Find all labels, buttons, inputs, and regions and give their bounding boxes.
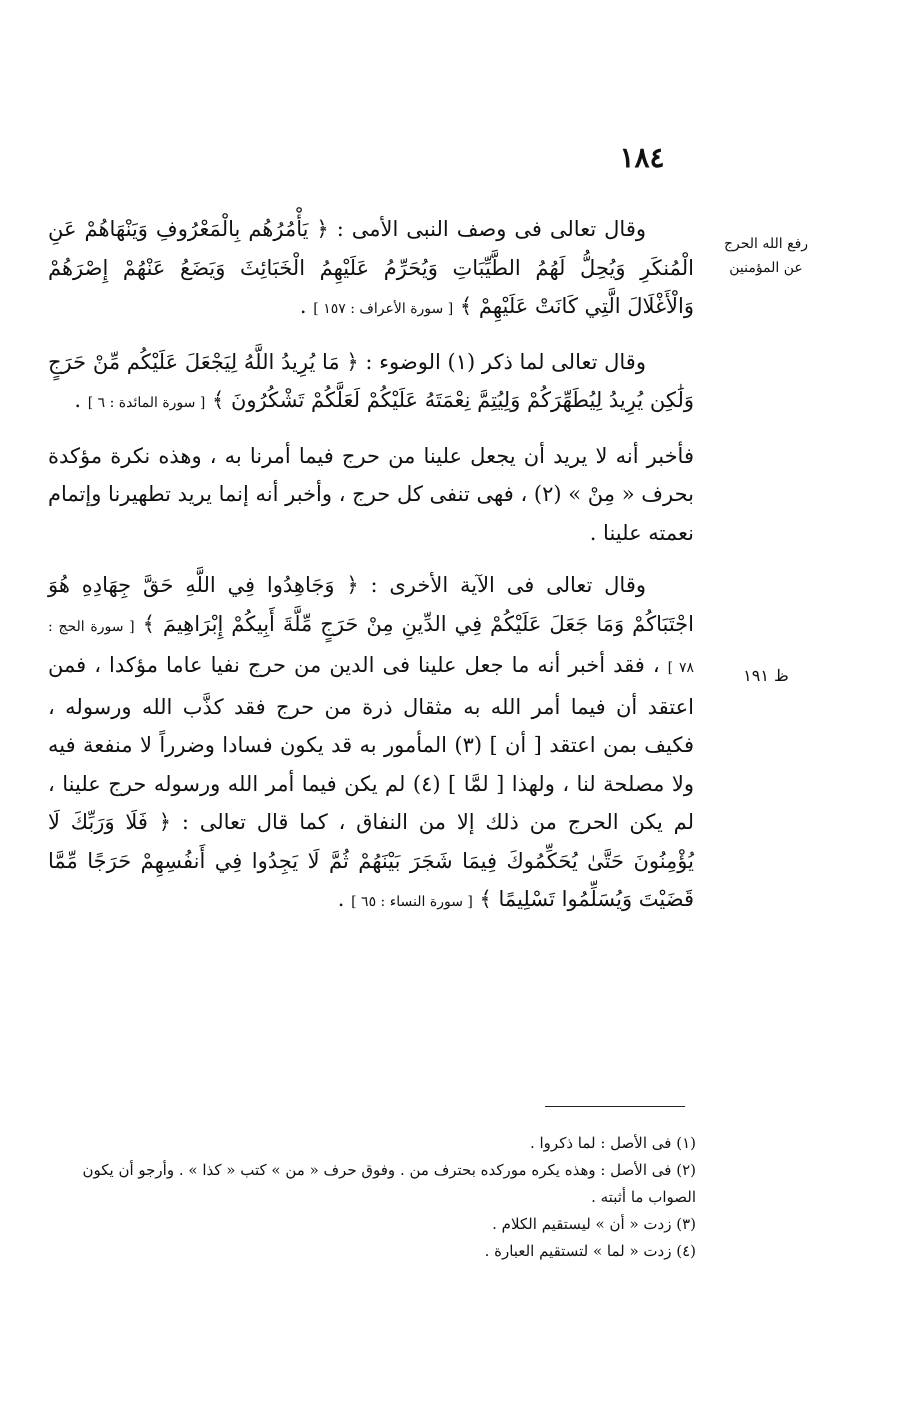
main-text xyxy=(48,210,694,936)
footnote-1: (١) فى الأصل : لما ذكروا . xyxy=(529,1134,696,1152)
paragraph-1 xyxy=(48,210,694,329)
footnote-divider xyxy=(545,1106,685,1107)
footnote-3: (٣) زدت « أن » ليستقيم الكلام . xyxy=(492,1215,696,1233)
page-number: ١٨٤ xyxy=(619,141,665,174)
paragraph-text: وقال تعالى فى وصف النبى الأمى : ﴿ يَأْمُرُهُم بِالْمَعْرُوفِ وَيَنْهَاهُمْ عَنِ الْمُنكَرِ وَيُحِلُّ لَهُمُ الطَّيِّبَاتِ وَيُحَرِّمُ عَلَيْهِمُ الْخَبَائِثَ وَيَضَعُ عَنْهُمْ إِصْرَهُمْ وَالْأَغْلَالَ الَّتِي كَانَتْ عَلَيْهِمْ ﴾ xyxy=(48,217,694,318)
paragraph-tail: . xyxy=(74,388,88,412)
paragraph-2 xyxy=(48,343,694,423)
paragraph-text: وقال تعالى لما ذكر (١) الوضوء : ﴿ مَا يُرِيدُ اللَّهُ لِيَجْعَلَ عَلَيْكُم مِّنْ حَرَجٍ وَلَٰكِن يُرِيدُ لِيُطَهِّرَكُمْ وَلِيُتِمَّ نِعْمَتَهُ عَلَيْكُمْ لَعَلَّكُمْ تَشْكُرُونَ ﴾ xyxy=(48,349,694,412)
footnotes xyxy=(48,1130,696,1265)
paragraph-tail: ، فقد أخبر أنه ما جعل علينا فى الدين من حرج نفيا عاما مؤكدا ، فمن اعتقد أن فيما أمر الله به مثقال ذرة من حرج فقد كذَّب الله ورسوله ، فكيف بمن اعتقد [ أن ] (٣) المأمور به قد يكون فسادا وضرراً لا منفعة فيه ولا مصلحة لنا ، ولهذا [ لمَّا ] (٤) لم يكن فيما أمر الله ورسوله حرج علينا ، لم يكن الحرج من ذلك إلا من النفاق ، كما قال تعالى : ﴿ فَلَا وَرَبِّكَ لَا يُؤْمِنُونَ حَتَّىٰ يُحَكِّمُوكَ فِيمَا شَجَرَ بَيْنَهُمْ ثُمَّ لَا يَجِدُوا فِي أَنفُسِهِمْ حَرَجًا مِّمَّا قَضَيْتَ وَيُسَلِّمُوا تَسْلِيمًا ﴾ xyxy=(48,653,695,911)
margin-note-topic: رفع الله الحرج عن المؤمنين xyxy=(723,236,809,276)
paragraph-4 xyxy=(48,566,694,922)
paragraph-tail: . xyxy=(337,887,352,911)
paragraph-text: وقال تعالى فى الآية الأخرى : ﴿ وَجَاهِدُوا فِي اللَّهِ حَقَّ جِهَادِهِ هُوَ اجْتَبَاكُمْ وَمَا جَعَلَ عَلَيْكُمْ فِي الدِّينِ مِنْ حَرَجٍ مِّلَّةَ أَبِيكُمْ إِبْرَاهِيمَ ﴾ xyxy=(48,573,694,636)
paragraph-text: فأخبر أنه لا يريد أن يجعل علينا من حرج فيما أمرنا به ، وهذه نكرة مؤكدة بحرف « مِنْ » (٢) ، فهى تنفى كل حرج ، وأخبر أنه إنما يريد تطهيرنا وإتمام نعمته علينا . xyxy=(48,443,694,545)
footnote-2: (٢) فى الأصل : وهذه يكره موركده بحترف من . وفوق حرف « من » كتب « كذا » . وأرجو أن يكون الصواب ما أثبته . xyxy=(82,1161,696,1206)
surah-reference: [ سورة النساء : ٦٥ ] xyxy=(351,894,473,910)
footnote-4: (٤) زدت « لما » لتستقيم العبارة . xyxy=(484,1242,696,1260)
margin-note-folio: ظ ١٩١ xyxy=(743,666,789,685)
surah-reference: [ سورة المائدة : ٦ ] xyxy=(87,395,206,411)
paragraph-tail: . xyxy=(299,294,314,318)
paragraph-3 xyxy=(48,437,694,553)
surah-reference: [ سورة الحج : ٧٨ ] xyxy=(48,618,694,676)
surah-reference: [ سورة الأعراف : ١٥٧ ] xyxy=(313,301,454,317)
